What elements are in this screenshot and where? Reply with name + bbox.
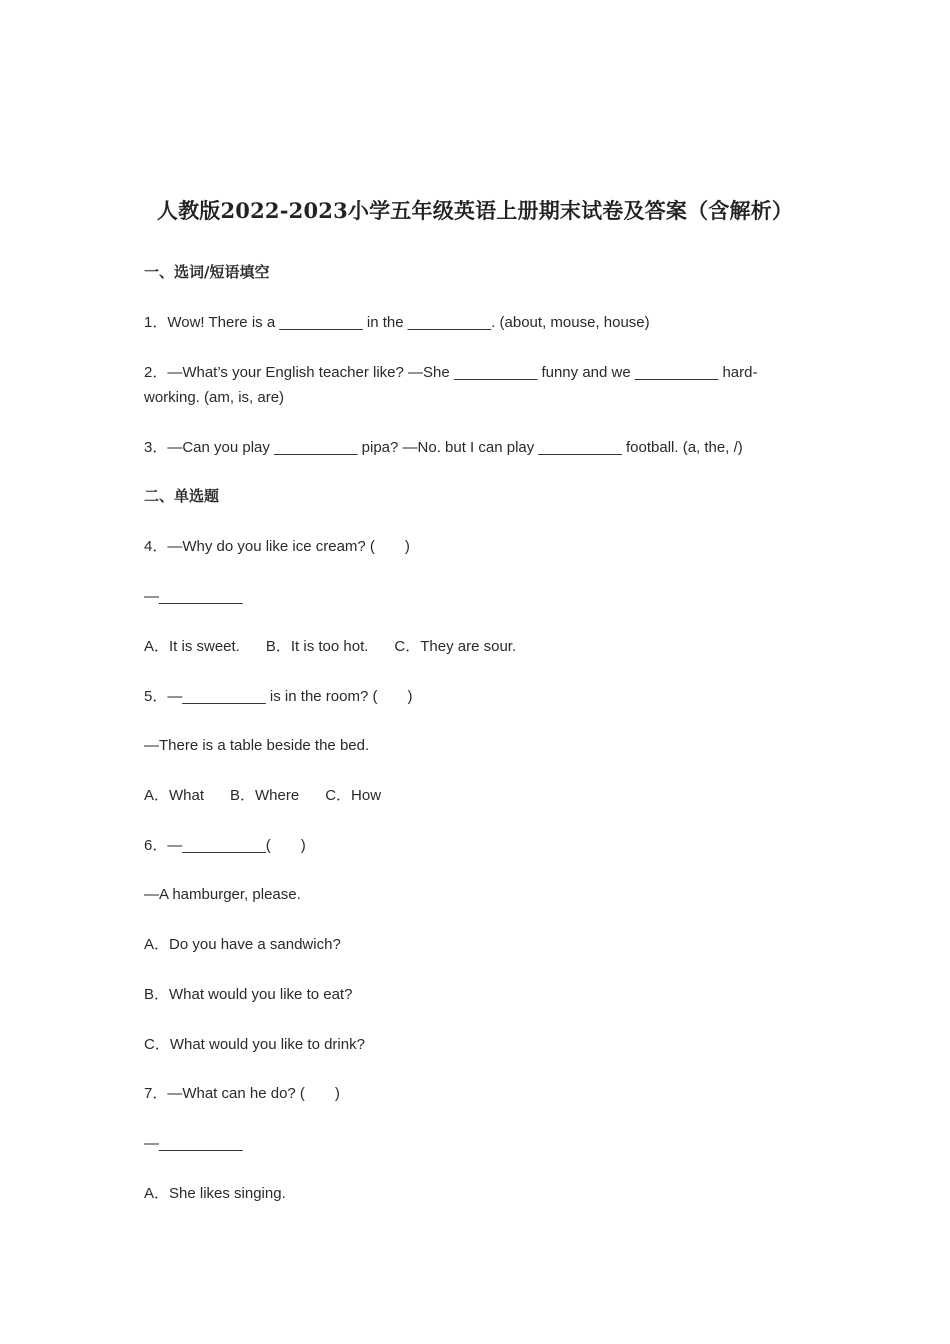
option-c: C．How bbox=[325, 787, 382, 804]
option-b: B．Where bbox=[230, 787, 300, 804]
question-7-option-a: A．She likes singing. bbox=[144, 1185, 286, 1202]
question-4-blank: —__________ bbox=[144, 588, 243, 605]
question-7-stem: 7．—What can he do? ( ) bbox=[144, 1085, 340, 1102]
question-6-reply: —A hamburger, please. bbox=[144, 886, 301, 903]
option-a: A．It is sweet. bbox=[144, 638, 240, 655]
question-6-option-b: B．What would you like to eat? bbox=[144, 986, 353, 1003]
question-4-options bbox=[144, 634, 516, 659]
page-title: 人教版2022-2023小学五年级英语上册期末试卷及答案（含解析） bbox=[156, 198, 794, 223]
question-5-reply: —There is a table beside the bed. bbox=[144, 737, 370, 754]
question-7-blank: —__________ bbox=[144, 1135, 243, 1152]
question-2: 2．—What’s your English teacher like? —She __________ funny and we __________ hard-working. (am, is, are) bbox=[144, 364, 758, 406]
question-1: 1．Wow! There is a __________ in the __________. (about, mouse, house) bbox=[144, 314, 650, 331]
question-6-option-a: A．Do you have a sandwich? bbox=[144, 936, 341, 953]
option-a: A．What bbox=[144, 787, 205, 804]
question-5-stem: 5．—__________ is in the room? ( ) bbox=[144, 688, 413, 705]
question-6-stem: 6．—__________( ) bbox=[144, 837, 306, 854]
question-4-stem: 4．—Why do you like ice cream? ( ) bbox=[144, 538, 410, 555]
section-heading-single-choice: 二、单选题 bbox=[144, 487, 220, 505]
question-5-options bbox=[144, 783, 381, 808]
question-3: 3．—Can you play __________ pipa? —No. but I can play __________ football. (a, the, /) bbox=[144, 439, 743, 456]
question-6-option-c: C．What would you like to drink? bbox=[144, 1036, 365, 1053]
section-heading-fill-in: 一、选词/短语填空 bbox=[144, 263, 270, 281]
option-c: C．They are sour. bbox=[394, 638, 517, 655]
option-b: B．It is too hot. bbox=[265, 638, 369, 655]
